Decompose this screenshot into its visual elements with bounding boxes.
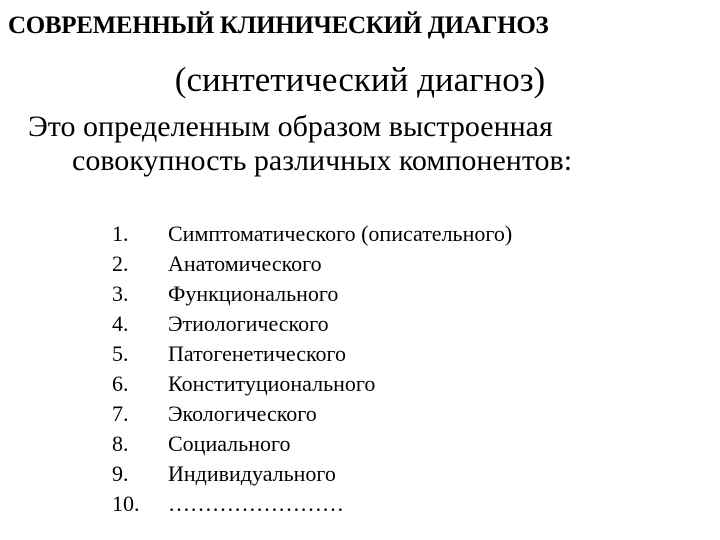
- intro-line-1: Это определенным образом выстроенная: [28, 110, 553, 143]
- list-item-number: 9.: [112, 461, 129, 486]
- list-item-text: Анатомического: [168, 251, 322, 276]
- list-item-number: 2.: [112, 251, 129, 276]
- list-item: [112, 219, 672, 249]
- list-item-number: 7.: [112, 401, 129, 426]
- list-item-text: ……………………: [168, 491, 344, 516]
- components-list: [112, 219, 672, 519]
- list-item-text: Патогенетического: [168, 341, 347, 366]
- intro-text: [28, 110, 708, 178]
- list-item-text: Социального: [168, 431, 291, 456]
- list-item-text: Конституционального: [168, 371, 376, 396]
- list-item: [112, 339, 672, 369]
- list-item-number: 5.: [112, 341, 129, 366]
- list-item: [112, 399, 672, 429]
- list-item: [112, 249, 672, 279]
- slide-subtitle-text: (синтетический диагноз): [174, 60, 546, 99]
- list-item-number: 8.: [112, 431, 129, 456]
- intro-line-2: совокупность различных компонентов:: [72, 144, 573, 177]
- slide-subtitle: [0, 60, 720, 100]
- list-item-text: Экологического: [168, 401, 317, 426]
- list-item-number: 4.: [112, 311, 129, 336]
- list-item: [112, 369, 672, 399]
- list-item: [112, 279, 672, 309]
- list-item-number: 10.: [112, 491, 140, 516]
- list-item: [112, 309, 672, 339]
- list-item-text: Индивидуального: [168, 461, 336, 486]
- list-item-text: Функционального: [168, 281, 339, 306]
- list-item-text: Этиологического: [168, 311, 329, 336]
- list-item-text: Симптоматического (описательного): [168, 221, 513, 246]
- list-item-number: 3.: [112, 281, 129, 306]
- list-item: [112, 429, 672, 459]
- slide-title: СОВРЕМЕННЫЙ КЛИНИЧЕСКИЙ ДИАГНОЗ: [8, 12, 549, 39]
- list-item-number: 1.: [112, 221, 129, 246]
- list-item: [112, 459, 672, 489]
- list-item: [112, 489, 672, 519]
- list-item-number: 6.: [112, 371, 129, 396]
